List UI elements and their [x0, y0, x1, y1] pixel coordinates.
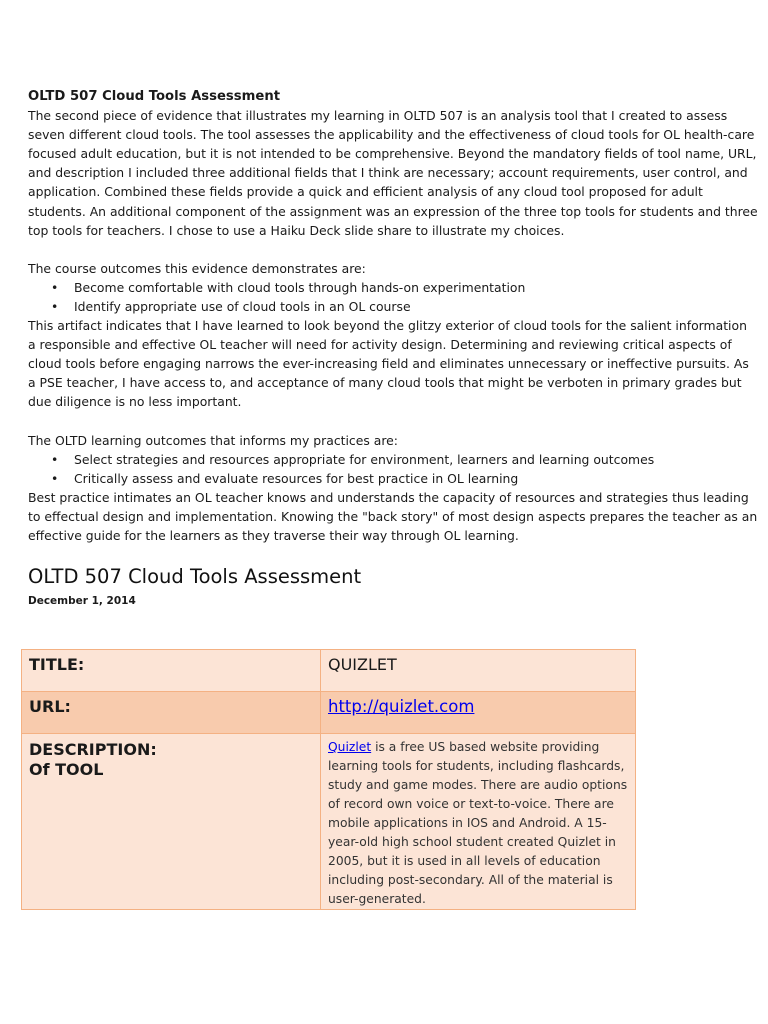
oltd-outcomes-list: [28, 450, 758, 488]
description-label: [22, 734, 321, 910]
table-row-description: [22, 734, 636, 910]
quizlet-link[interactable]: Quizlet: [328, 740, 372, 754]
title-value: QUIZLET: [321, 650, 636, 692]
url-link[interactable]: http://quizlet.com: [328, 697, 475, 716]
description-text-block: [328, 738, 628, 909]
assessment-date: December 1, 2014: [28, 595, 136, 607]
spacer: [28, 240, 758, 259]
intro-paragraph-1: The second piece of evidence that illustrates my learning in OLTD 507 is an analysis tool that I created to assess seven different cloud tools. The tool assesses the applicability and the effectiveness of cloud tools for OL health-care focused adult education, but it is not intended to be comprehensive. Beyond the mandatory fields of tool name, URL, and description I included three additional fields that I think are necessary; account requirements, user control, and application. Combined these fields provide a quick and efficient analysis of any cloud tool proposed for adult students. An additional component of the assignment was an expression of the three top tools for students and three top tools for teachers. I chose to use a Haiku Deck slide share to illustrate my choices.: [28, 108, 758, 238]
description-label-line1: DESCRIPTION:: [29, 740, 157, 759]
url-label: URL:: [22, 692, 321, 734]
spacer: [28, 412, 758, 431]
assessment-title: OLTD 507 Cloud Tools Assessment: [28, 565, 362, 588]
intro-paragraph-3: Best practice intimates an OL teacher knows and understands the capacity of resources and strategies thus leading to effectual design and implementation. Knowing the "back story" of most design aspects prepares the teacher as an effective guide for the learners as they traverse their way through OL learning.: [28, 489, 758, 543]
oltd-outcomes-intro: The OLTD learning outcomes that informs my practices are:: [28, 432, 398, 448]
table-row-title: [22, 650, 636, 692]
description-cell: [321, 734, 636, 910]
course-outcomes-list: [28, 278, 758, 316]
table-row-url: [22, 692, 636, 734]
url-cell: [321, 692, 636, 734]
list-item: • Select strategies and resources appropriate for environment, learners and learning outcomes: [28, 450, 758, 469]
tool-assessment-table: [21, 649, 636, 910]
list-item: • Become comfortable with cloud tools through hands-on experimentation: [28, 278, 758, 297]
description-label-line2: Of TOOL: [29, 760, 104, 779]
course-outcomes-intro: The course outcomes this evidence demonstrates are:: [28, 260, 366, 276]
list-item: • Critically assess and evaluate resources for best practice in OL learning: [28, 469, 758, 488]
description-text: is a free US based website providing learning tools for students, including flashcards, study and game modes. There are audio options of record own voice or text-to-voice. There are mobile applications in IOS and Android. A 15-year-old high school student created Quizlet in 2005, but it is used in all levels of education including post-secondary. All of the material is user-generated.: [328, 740, 628, 906]
intro-section: [28, 87, 758, 545]
intro-paragraph-2: This artifact indicates that I have learned to look beyond the glitzy exterior of cloud tools for the salient information a responsible and effective OL teacher will need for activity design. Determining and reviewing critical aspects of cloud tools before engaging narrows the ever-increasing field and eliminates unnecessary or ineffective pursuits. As a PSE teacher, I have access to, and acceptance of many cloud tools that might be verboten in primary grades but due diligence is no less important.: [28, 318, 749, 410]
section-heading: OLTD 507 Cloud Tools Assessment: [28, 89, 281, 104]
title-label: TITLE:: [22, 650, 321, 692]
list-item: • Identify appropriate use of cloud tools in an OL course: [28, 297, 758, 316]
